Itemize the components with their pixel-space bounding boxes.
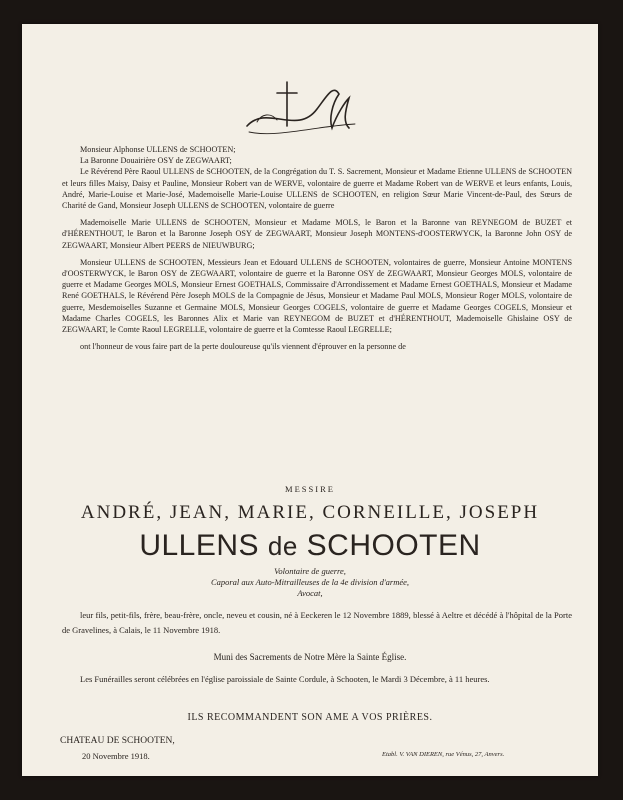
place-line: CHATEAU DE SCHOOTEN, — [60, 736, 175, 746]
family-line: Monsieur Alphonse ULLENS de SCHOOTEN; — [80, 145, 236, 154]
surname — [22, 529, 598, 563]
title-line: Volontaire de guerre, — [274, 566, 346, 576]
family-paragraph: Le Révérend Père Raoul ULLENS de SCHOOTEN, de la Congrégation du T. S. Sacrement, Monsieur et Madame Etienne ULLENS de SCHOOTEN et leurs filles Maisy, Daisy et Pauline, Monsieur Robert van de WERVE, volontaire de guerre et Madame Robert van de WERVE et leurs enfants, Louis, André, Marie-Louise et Marie-José, Mademoiselle Marie-Louise ULLENS de SCHOOTEN, en religion Sœur Marie Vincent-de-Paul, des Sœurs de Charité de Gand, Monsieur Joseph ULLENS de SCHOOTEN, volontaire de guerre — [62, 167, 572, 211]
surname-part: SCHOOTEN — [306, 529, 481, 562]
printer-credit: Etabl. V. VAN DIEREN, rue Vénus, 27, Anvers. — [382, 751, 505, 758]
titles — [22, 566, 598, 599]
family-list — [62, 144, 572, 352]
birth-death-details: leur fils, petit-fils, frère, beau-frère, oncle, neveu et cousin, né à Eeckeren le 12 Novembre 1889, blessé à Aeltre et décédé à l'hôpital de la Porte de Gravelines, à Calais, le 11 Novembre 1918. — [62, 610, 572, 635]
sacraments-line: Muni des Sacrements de Notre Mère la Sainte Église. — [213, 652, 407, 662]
announcement-line: ont l'honneur de vous faire part de la perte douloureuse qu'ils viennent d'éprouver en la personne de — [80, 342, 406, 352]
death-notice-card — [22, 24, 598, 776]
given-names: ANDRÉ, JEAN, MARIE, CORNEILLE, JOSEPH — [80, 502, 540, 523]
family-paragraph: Mademoiselle Marie ULLENS de SCHOOTEN, Monsieur et Madame MOLS, le Baron et la Baronne van REYNEGOM de BUZET et d'HÉRENTHOUT, le Baron et la Baronne Joseph OSY de ZEGWAART, Monsieur Joseph MONTENS-d'OOSTERWYCK, la Baronne John OSY de ZEGWAART, Monsieur Albert PEERS de NIEUWBURG; — [62, 218, 572, 250]
surname-part: ULLENS — [139, 529, 260, 562]
cross-monogram-icon — [237, 64, 367, 154]
prayer-request: ILS RECOMMANDENT SON AME A VOS PRIÈRES. — [187, 712, 433, 723]
surname-particle: de — [267, 531, 298, 561]
title-line: Caporal aux Auto-Mitrailleuses de la 4e division d'armée, — [210, 577, 410, 587]
family-line: La Baronne Douairière OSY de ZEGWAART; — [80, 156, 232, 166]
funeral-details: Les Funérailles seront célébrées en l'église paroissiale de Sainte Cordule, à Schooten, le Mardi 3 Décembre, à 11 heures. — [80, 674, 490, 684]
title-line: Avocat, — [297, 588, 323, 598]
honorific: MESSIRE — [285, 484, 335, 494]
date-line: 20 Novembre 1918. — [82, 751, 150, 761]
family-paragraph: Monsieur ULLENS de SCHOOTEN, Messieurs Jean et Edouard ULLENS de SCHOOTEN, volontaires de guerre, Monsieur Antoine MONTENS d'OOSTERWYCK, le Baron OSY de ZEGWAART, volontaire de guerre et la Baronne OSY de ZEGWAART, Monsieur Georges MOLS, volontaire de guerre et Madame Georges MOLS, Monsieur Ernest GOETHALS, Commissaire d'Arrondissement et Madame Ernest GOETHALS, Monsieur et Madame René GOETHALS, le Révérend Père Joseph MOLS de la Compagnie de Jésus, Monsieur et Madame Paul MOLS, Monsieur Roger MOLS, volontaire de guerre, Mesdemoiselles Suzanne et Germaine MOLS, Monsieur Georges COGELS, volontaire de guerre et Madame Georges COGELS, Monsieur et Madame Charles COGELS, les Baronnes Alix et Marie van REYNEGOM de BUZET et d'HÉRENTHOUT, Mademoiselle Ghislaine OSY de ZEGWAART, le Comte Raoul LEGRELLE, volontaire de guerre et la Comtesse Raoul LEGRELLE; — [62, 257, 572, 335]
